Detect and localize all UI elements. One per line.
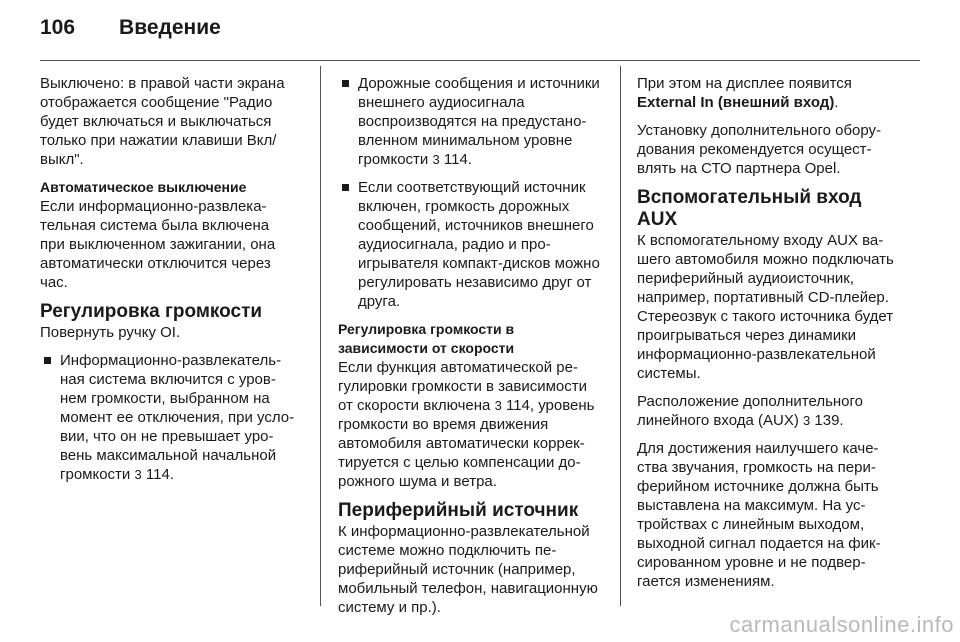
column-divider-2 (620, 66, 621, 606)
page-ref-icon: 3 (134, 467, 142, 482)
paragraph-off-mode: Выключено: в правой части экрана отображается сообщение "Радио будет включаться и выключаться только при нажатии клавиши Вкл/выкл". (40, 75, 285, 168)
heading-speed-volume: Регулировка громкости в зависимости от скорости (338, 321, 515, 356)
bullet-text: Дорожные сообщения и источники внешнего аудиосигнала воспроизводятся на предустановленном минимальном уровне громкости (358, 75, 600, 168)
column-divider-1 (320, 66, 321, 606)
page-ref: 114. (145, 466, 174, 483)
page-ref-icon: 3 (494, 398, 502, 413)
heading-volume: Регулировка громкости (40, 301, 263, 322)
column-2 (338, 74, 602, 626)
paragraph-speed-volume: Если функция автоматической регулировки громкости в зависимости от скорости включена 3 114, уровень громкости во время движения автомобиля автоматически корректируется с целью компенсации дорожного шума и ветра. (338, 359, 595, 490)
paragraph-turn-knob: Повернуть ручку OI. (40, 324, 181, 341)
paragraph-aux-location: Расположение дополнительного линейного входа (AUX) 3 139. (637, 393, 863, 429)
paragraph-display-message: При этом на дисплее появится External In (внешний вход). (637, 75, 852, 111)
heading-aux: Вспомогательный вход AUX (637, 187, 862, 230)
bullet-text: Информационно-развлекательная система включится с уровнем громкости, выбранном на момент ее отключения, при условии, что он не превышает уровень максимальной начальной громкости (60, 352, 295, 483)
paragraph-auto-off: Если информационно-развлекательная система была включена при выключенном зажигании, она автоматически отключится через час. (40, 198, 276, 291)
bullet-text: Если соответствующий источник включен, громкость дорожных сообщений, источников внешнего аудиосигнала, радио и проигрывателя компакт-дисков можно регулировать независимо друг от друга. (358, 179, 600, 310)
heading-peripheral: Периферийный источник (338, 500, 579, 521)
list-item (338, 74, 602, 169)
paragraph-sound-quality: Для достижения наилучшего качества звучания, громкость на периферийном источнике должна быть выставлена на максимум. На устройствах с линейным выходом, выходной сигнал подается на фиксированном уровне и не подвергается изменениям. (637, 440, 881, 590)
page-number: 106 (40, 16, 76, 39)
column-3 (637, 74, 901, 600)
volume-bullet-list (40, 351, 295, 484)
watermark: carmanualsonline.info (729, 612, 954, 637)
paragraph-peripheral: К информационно-развлекательной системе можно подключить периферийный источник (например, мобильный телефон, навигационную систему и пр.). (338, 523, 598, 616)
list-item (40, 351, 295, 484)
page-title: Введение (119, 16, 221, 39)
page-header (40, 16, 920, 48)
page-ref-icon: 3 (432, 152, 440, 167)
page-ref: 114. (443, 151, 472, 168)
page-ref-icon: 3 (803, 413, 811, 428)
heading-auto-off: Автоматическое выключение (40, 179, 247, 195)
paragraph-aux: К вспомогательному входу AUX вашего автомобиля можно подключать периферийный аудиоисточник, например, портативный CD-плейер. Стереозвук с такого источника будет проигрываться через динамики информационно-развлекательной системы. (637, 232, 894, 382)
paragraph-installation: Установку дополнительного оборудования рекомендуется осуществлять на СТО партнера Opel. (637, 122, 882, 177)
column-1 (40, 74, 295, 493)
list-item (338, 178, 602, 311)
volume-bullet-list-continued (338, 74, 602, 311)
display-label: External In (внешний вход) (637, 94, 835, 111)
header-divider (40, 60, 920, 61)
